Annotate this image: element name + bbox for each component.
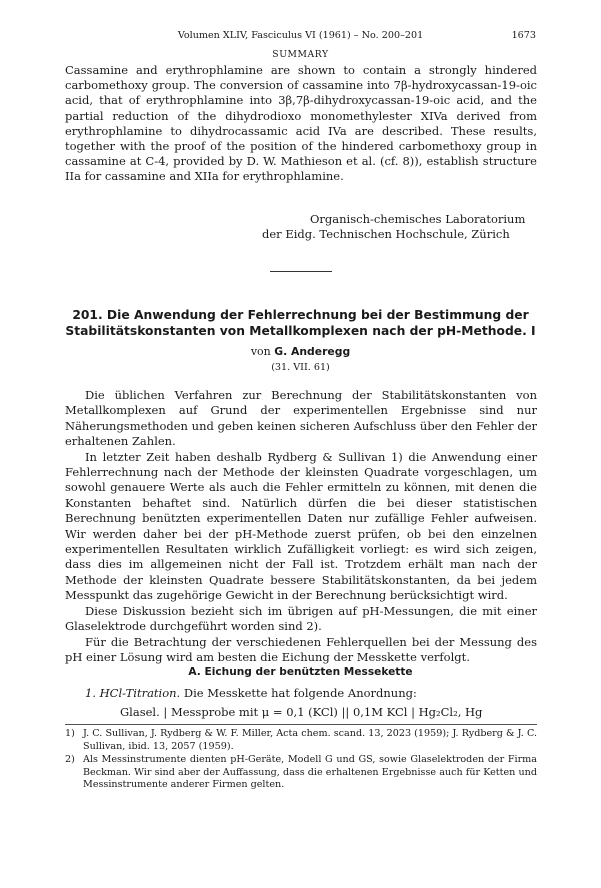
footnote-text: J. C. Sullivan, J. Rydberg & W. F. Miller, Acta chem. scand. 13, 2023 (1959); J. Rydberg & J. C. Sullivan, ibid. 13, 2057 (1959). xyxy=(83,728,537,752)
footnote xyxy=(65,728,537,753)
item-label: 1. HCl-Titration. xyxy=(85,686,181,700)
footnote-text: Als Messinstrumente dienten pH-Geräte, Modell G und GS, sowie Glaselektroden der Firma Beckman. Wir sind aber der Auffassung, dass die erhaltenen Ergebnisse auch für Ketten und Messinstrumente anderer Firmen gelten. xyxy=(83,754,537,791)
summary-paragraph: Cassamine and erythrophlamine are shown to contain a strongly hindered carbomethoxy group. The conversion of cassamine into 7β-hydroxycassan-19-oic acid, that of erythrophlamine into 3β,7β-dihydroxycassan-19-oic acid, and the partial reduction of the dihydrodioxo monomethylester XIVa derived from erythrophlamine to dihydrocassamic acid IVa are described. These results, together with the proof of the position of the hindered carbomethoxy group in cassamine at C-4, provided by D. W. Mathieson et al. (cf. 8)), establish structure IIa for cassamine and XIIa for erythrophlamine. xyxy=(65,63,537,184)
summary-heading: SUMMARY xyxy=(272,49,329,60)
affiliation xyxy=(262,212,552,242)
body-paragraph: Die üblichen Verfahren zur Berechnung der Stabilitätskonstanten von Metallkomplexen auf Grund der experimentellen Ergebnisse sind nur Näherungsmethoden und geben keinen sicheren Aufschluss über den Fehler der erhaltenen Zahlen. xyxy=(65,388,537,449)
body-paragraph: Diese Diskussion bezieht sich im übrigen auf pH-Messungen, die mit einer Glaselektrode durchgeführt worden sind 2). xyxy=(65,603,537,634)
byline-prefix: von xyxy=(250,345,271,358)
page-number: 1673 xyxy=(511,30,536,41)
footnote xyxy=(65,754,537,792)
article-body xyxy=(65,388,537,665)
article-title: 201. Die Anwendung der Fehlerrechnung bei der Bestimmung der Stabilitätskonstanten von Metallkomplexen nach der pH-Methode. I xyxy=(65,308,536,338)
journal-issue-line: Volumen XLIV, Fasciculus VI (1961) – No. 200–201 xyxy=(177,30,424,41)
article-separator xyxy=(270,271,332,272)
cell-notation: Glasel. | Messprobe mit μ = 0,1 (KCl) || 0,1M KCl | Hg₂Cl₂, Hg xyxy=(120,705,483,719)
author-name: G. Anderegg xyxy=(274,345,351,358)
affiliation-lab: Organisch-chemisches Laboratorium xyxy=(310,212,526,226)
numbered-item xyxy=(85,686,545,701)
footnote-mark: 1) xyxy=(65,728,75,739)
footnote-mark: 2) xyxy=(65,754,75,766)
body-paragraph: In letzter Zeit haben deshalb Rydberg & Sullivan 1) die Anwendung einer Fehlerrechnung nach der Methode der kleinsten Quadrate vorgeschlagen, um sowohl genauere Werte als auch die Fehler ermitteln zu können, mit denen die Konstanten behaftet sind. Natürlich dürfen die bei dieser statistischen Berechnung benützten experimentellen Daten nur zufällige Fehler aufweisen. Wir werden daher bei der pH-Methode zuerst prüfen, ob bei den einzelnen experimentellen Resultaten wirklich Zufälligkeit vorliegt: es wird sich zeigen, dass dies im allgemeinen nicht der Fall ist. Trotzdem erhält man nach der Methode der kleinsten Quadrate bessere Stabilitätskonstanten, da bei jedem Messpunkt das zugehörige Gewicht in der Berechnung berücksichtigt wird. xyxy=(65,449,537,603)
received-date: (31. VII. 61) xyxy=(271,362,330,373)
byline xyxy=(0,345,601,359)
body-paragraph: Für die Betrachtung der verschiedenen Fehlerquellen bei der Messung des pH einer Lösung wird am besten die Eichung der Messkette verfolgt. xyxy=(65,634,537,664)
item-text: Die Messkette hat folgende Anordnung: xyxy=(183,686,417,700)
running-header xyxy=(0,30,601,42)
section-heading: A. Eichung der benützten Messekette xyxy=(188,666,413,678)
footnotes xyxy=(65,728,537,793)
footnote-rule xyxy=(65,724,537,725)
affiliation-institution: der Eidg. Technischen Hochschule, Zürich xyxy=(262,227,510,242)
